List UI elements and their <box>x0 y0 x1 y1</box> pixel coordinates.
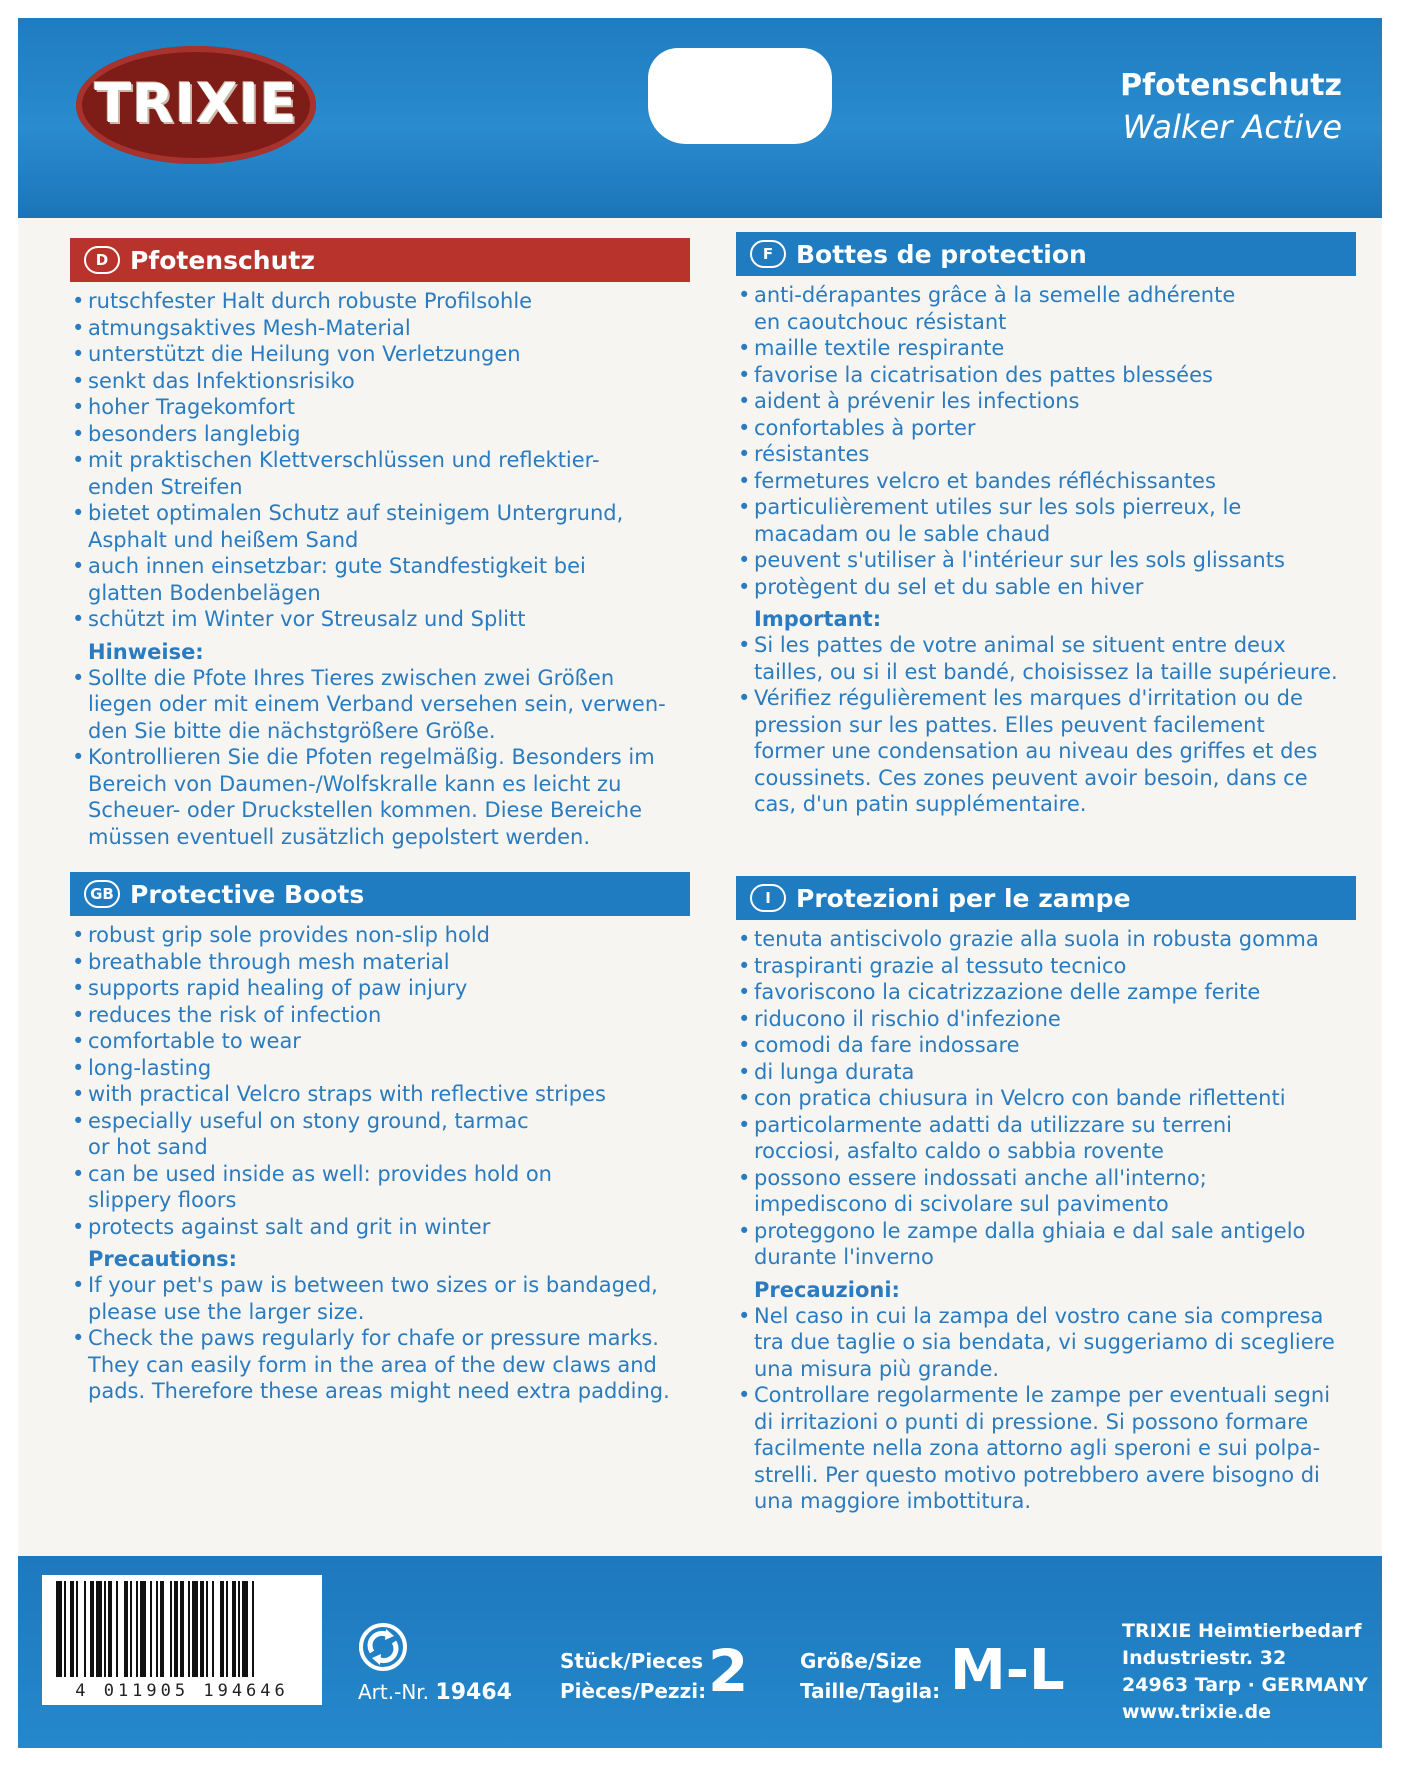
barcode-bars <box>52 1581 312 1677</box>
list-item: • senkt das Infektionsrisiko <box>70 368 690 395</box>
notes-title: Hinweise: <box>88 639 204 664</box>
size-value: M-L <box>950 1638 1065 1703</box>
list-item: • favorise la cicatrisation des pattes blessées <box>736 362 1356 389</box>
list-item: • atmungsaktives Mesh-Material <box>70 315 690 342</box>
barcode-bar <box>160 1581 164 1677</box>
pieces-labels <box>560 1646 706 1706</box>
list-item: • tenuta antiscivolo grazie alla suola in robusta gomma <box>736 926 1356 953</box>
list-item: • Sollte die Pfote Ihres Tieres zwischen zwei Größen liegen oder mit einem Verband versehen sein, verwen- den Sie bitte die nächstgrößere Größe. <box>70 665 690 745</box>
feature-list <box>70 922 690 1240</box>
barcode-bar <box>70 1581 74 1677</box>
list-item: • anti-dérapantes grâce à la semelle adhérente en caoutchouc résistant <box>736 282 1356 335</box>
list-item: • Check the paws regularly for chafe or pressure marks. They can easily form in the area of the dew claws and pads. Therefore these areas might need extra padding. <box>70 1325 690 1405</box>
product-title <box>1120 66 1342 148</box>
notes-title: Precauzioni: <box>754 1277 900 1302</box>
list-item: • peuvent s'utiliser à l'intérieur sur les sols glissants <box>736 547 1356 574</box>
barcode-bar <box>170 1581 172 1677</box>
list-item: • If your pet's paw is between two sizes or is bandaged, please use the larger size. <box>70 1272 690 1325</box>
barcode-bar <box>206 1581 208 1677</box>
address-line: Industriestr. 32 <box>1122 1647 1287 1669</box>
section-title: Protezioni per le zampe <box>796 883 1131 913</box>
list-item: • possono essere indossati anche all'interno; impediscono di scivolare sul pavimento <box>736 1165 1356 1218</box>
barcode-bar <box>238 1581 240 1677</box>
pieces-value: 2 <box>708 1637 749 1705</box>
barcode-bar <box>220 1581 224 1677</box>
pieces-label-1: Stück/Pieces <box>560 1649 704 1673</box>
list-item: • traspiranti grazie al tessuto tecnico <box>736 953 1356 980</box>
list-item: • schützt im Winter vor Streusalz und Splitt <box>70 606 690 633</box>
section-it <box>736 876 1356 1515</box>
notes-list <box>70 665 690 851</box>
barcode-bar <box>150 1581 152 1677</box>
barcode-bar <box>174 1581 178 1677</box>
barcode-bar <box>64 1581 66 1677</box>
language-badge: D <box>84 246 120 274</box>
list-item: • résistantes <box>736 441 1356 468</box>
section-title: Bottes de protection <box>796 239 1087 269</box>
barcode-bar <box>200 1581 204 1677</box>
list-item: • hoher Tragekomfort <box>70 394 690 421</box>
barcode-bar <box>212 1581 214 1677</box>
barcode-bar <box>242 1581 248 1677</box>
list-item: • Nel caso in cui la zampa del vostro cane sia compresa tra due taglie o sia bendata, vi suggeriamo di scegliere una misura più grande. <box>736 1303 1356 1383</box>
section-header-fr <box>736 232 1356 276</box>
list-item: • robust grip sole provides non-slip hold <box>70 922 690 949</box>
barcode-bar <box>76 1581 78 1677</box>
list-item: • supports rapid healing of paw injury <box>70 975 690 1002</box>
size-labels <box>800 1646 940 1706</box>
list-item: • auch innen einsetzbar: gute Standfestigkeit bei glatten Bodenbelägen <box>70 553 690 606</box>
list-item: • aident à prévenir les infections <box>736 388 1356 415</box>
section-title: Pfotenschutz <box>130 245 315 275</box>
list-item: • con pratica chiusura in Velcro con bande riflettenti <box>736 1085 1356 1112</box>
barcode-number: 4 011905 194646 <box>75 1681 289 1701</box>
product-name: Pfotenschutz <box>1120 68 1342 103</box>
article-label: Art.-Nr. <box>358 1680 430 1704</box>
list-item: • particolarmente adatti da utilizzare su terreni rocciosi, asfalto caldo o sabbia rovente <box>736 1112 1356 1165</box>
list-item: • comodi da fare indossare <box>736 1032 1356 1059</box>
section-header-de <box>70 238 690 282</box>
trixie-logo <box>76 46 316 164</box>
list-item: • Kontrollieren Sie die Pfoten regelmäßig. Besonders im Bereich von Daumen-/Wolfskralle kann es leicht zu Scheuer- oder Druckstellen kommen. Diese Bereiche müssen eventuell zusätzlich gepolstert werden. <box>70 744 690 850</box>
recycle-icon <box>358 1622 408 1672</box>
article-number <box>358 1680 512 1705</box>
list-item: • favoriscono la cicatrizzazione delle zampe ferite <box>736 979 1356 1006</box>
barcode-bar <box>104 1581 106 1677</box>
section-header-it <box>736 876 1356 920</box>
barcode-bar <box>188 1581 190 1677</box>
language-badge: F <box>750 240 786 268</box>
list-item: • maille textile respirante <box>736 335 1356 362</box>
barcode-bar <box>108 1581 112 1677</box>
list-item: • proteggono le zampe dalla ghiaia e dal sale antigelo durante l'inverno <box>736 1218 1356 1271</box>
list-item: • bietet optimalen Schutz auf steinigem Untergrund, Asphalt und heißem Sand <box>70 500 690 553</box>
list-item: • protègent du sel et du sable en hiver <box>736 574 1356 601</box>
barcode-bar <box>140 1581 146 1677</box>
list-item: • can be used inside as well: provides hold on slippery floors <box>70 1161 690 1214</box>
barcode-bar <box>116 1581 118 1677</box>
barcode-bar <box>180 1581 184 1677</box>
section-fr <box>736 232 1356 818</box>
section-title: Protective Boots <box>130 879 365 909</box>
barcode <box>42 1575 322 1705</box>
notes-list <box>70 1272 690 1405</box>
list-item: • di lunga durata <box>736 1059 1356 1086</box>
article-value: 19464 <box>435 1680 512 1705</box>
address-line: 24963 Tarp · GERMANY <box>1122 1674 1368 1696</box>
list-item: • especially useful on stony ground, tarmac or hot sand <box>70 1108 690 1161</box>
list-item: • particulièrement utiles sur les sols pierreux, le macadam ou le sable chaud <box>736 494 1356 547</box>
notes-list <box>736 632 1356 818</box>
list-item: • comfortable to wear <box>70 1028 690 1055</box>
barcode-bar <box>130 1581 132 1677</box>
manufacturer-address <box>1122 1618 1368 1726</box>
barcode-bar <box>96 1581 102 1677</box>
barcode-bar <box>226 1581 228 1677</box>
product-subtitle: Walker Active <box>1122 108 1342 146</box>
address-line: TRIXIE Heimtierbedarf <box>1122 1620 1362 1642</box>
barcode-bar <box>252 1581 254 1677</box>
list-item: • besonders langlebig <box>70 421 690 448</box>
size-label-1: Größe/Size <box>800 1649 922 1673</box>
barcode-bar <box>84 1581 86 1677</box>
barcode-bar <box>90 1581 94 1677</box>
package-back <box>18 18 1382 1748</box>
pieces-label-2: Pièces/Pezzi: <box>560 1679 707 1703</box>
feature-list <box>736 926 1356 1271</box>
list-item: • long-lasting <box>70 1055 690 1082</box>
barcode-bar <box>156 1581 158 1677</box>
section-de <box>70 238 690 850</box>
list-item: • confortables à porter <box>736 415 1356 442</box>
list-item: • protects against salt and grit in winter <box>70 1214 690 1241</box>
list-item: • Vérifiez régulièrement les marques d'irritation ou de pression sur les pattes. Elles peuvent facilement former une condensation au niveau des griffes et des coussinets. Ces zones peuvent avoir besoin, dans ce cas, d'un patin supplémentaire. <box>736 685 1356 818</box>
section-header-gb <box>70 872 690 916</box>
logo-text: TRIXIE <box>94 72 298 135</box>
barcode-bar <box>192 1581 198 1677</box>
list-item: • Si les pattes de votre animal se situent entre deux tailles, ou si il est bandé, choisissez la taille supérieure. <box>736 632 1356 685</box>
language-badge: I <box>750 884 786 912</box>
barcode-bar <box>124 1581 128 1677</box>
hang-hole <box>648 48 832 144</box>
size-label-2: Taille/Tagila: <box>800 1679 941 1703</box>
notes-title: Important: <box>754 607 882 631</box>
feature-list <box>736 282 1356 600</box>
notes-title: Precautions: <box>88 1247 238 1271</box>
website: www.trixie.de <box>1122 1701 1271 1723</box>
barcode-bar <box>56 1581 62 1677</box>
list-item: • breathable through mesh material <box>70 949 690 976</box>
feature-list <box>70 288 690 633</box>
barcode-bar <box>232 1581 236 1677</box>
list-item: • reduces the risk of infection <box>70 1002 690 1029</box>
list-item: • Controllare regolarmente le zampe per eventuali segni di irritazioni o punti di pressione. Si possono formare facilmente nella zona attorno agli speroni e sui polpa- strelli. Per questo motivo potrebbero avere bisogno di una maggiore imbottitura. <box>736 1382 1356 1515</box>
notes-list <box>736 1303 1356 1515</box>
list-item: • rutschfester Halt durch robuste Profilsohle <box>70 288 690 315</box>
list-item: • riducono il rischio d'infezione <box>736 1006 1356 1033</box>
section-gb <box>70 872 690 1405</box>
barcode-bar <box>136 1581 138 1677</box>
language-badge: GB <box>84 880 120 908</box>
list-item: • mit praktischen Klettverschlüssen und reflektier- enden Streifen <box>70 447 690 500</box>
list-item: • with practical Velcro straps with reflective stripes <box>70 1081 690 1108</box>
list-item: • unterstützt die Heilung von Verletzungen <box>70 341 690 368</box>
list-item: • fermetures velcro et bandes réfléchissantes <box>736 468 1356 495</box>
